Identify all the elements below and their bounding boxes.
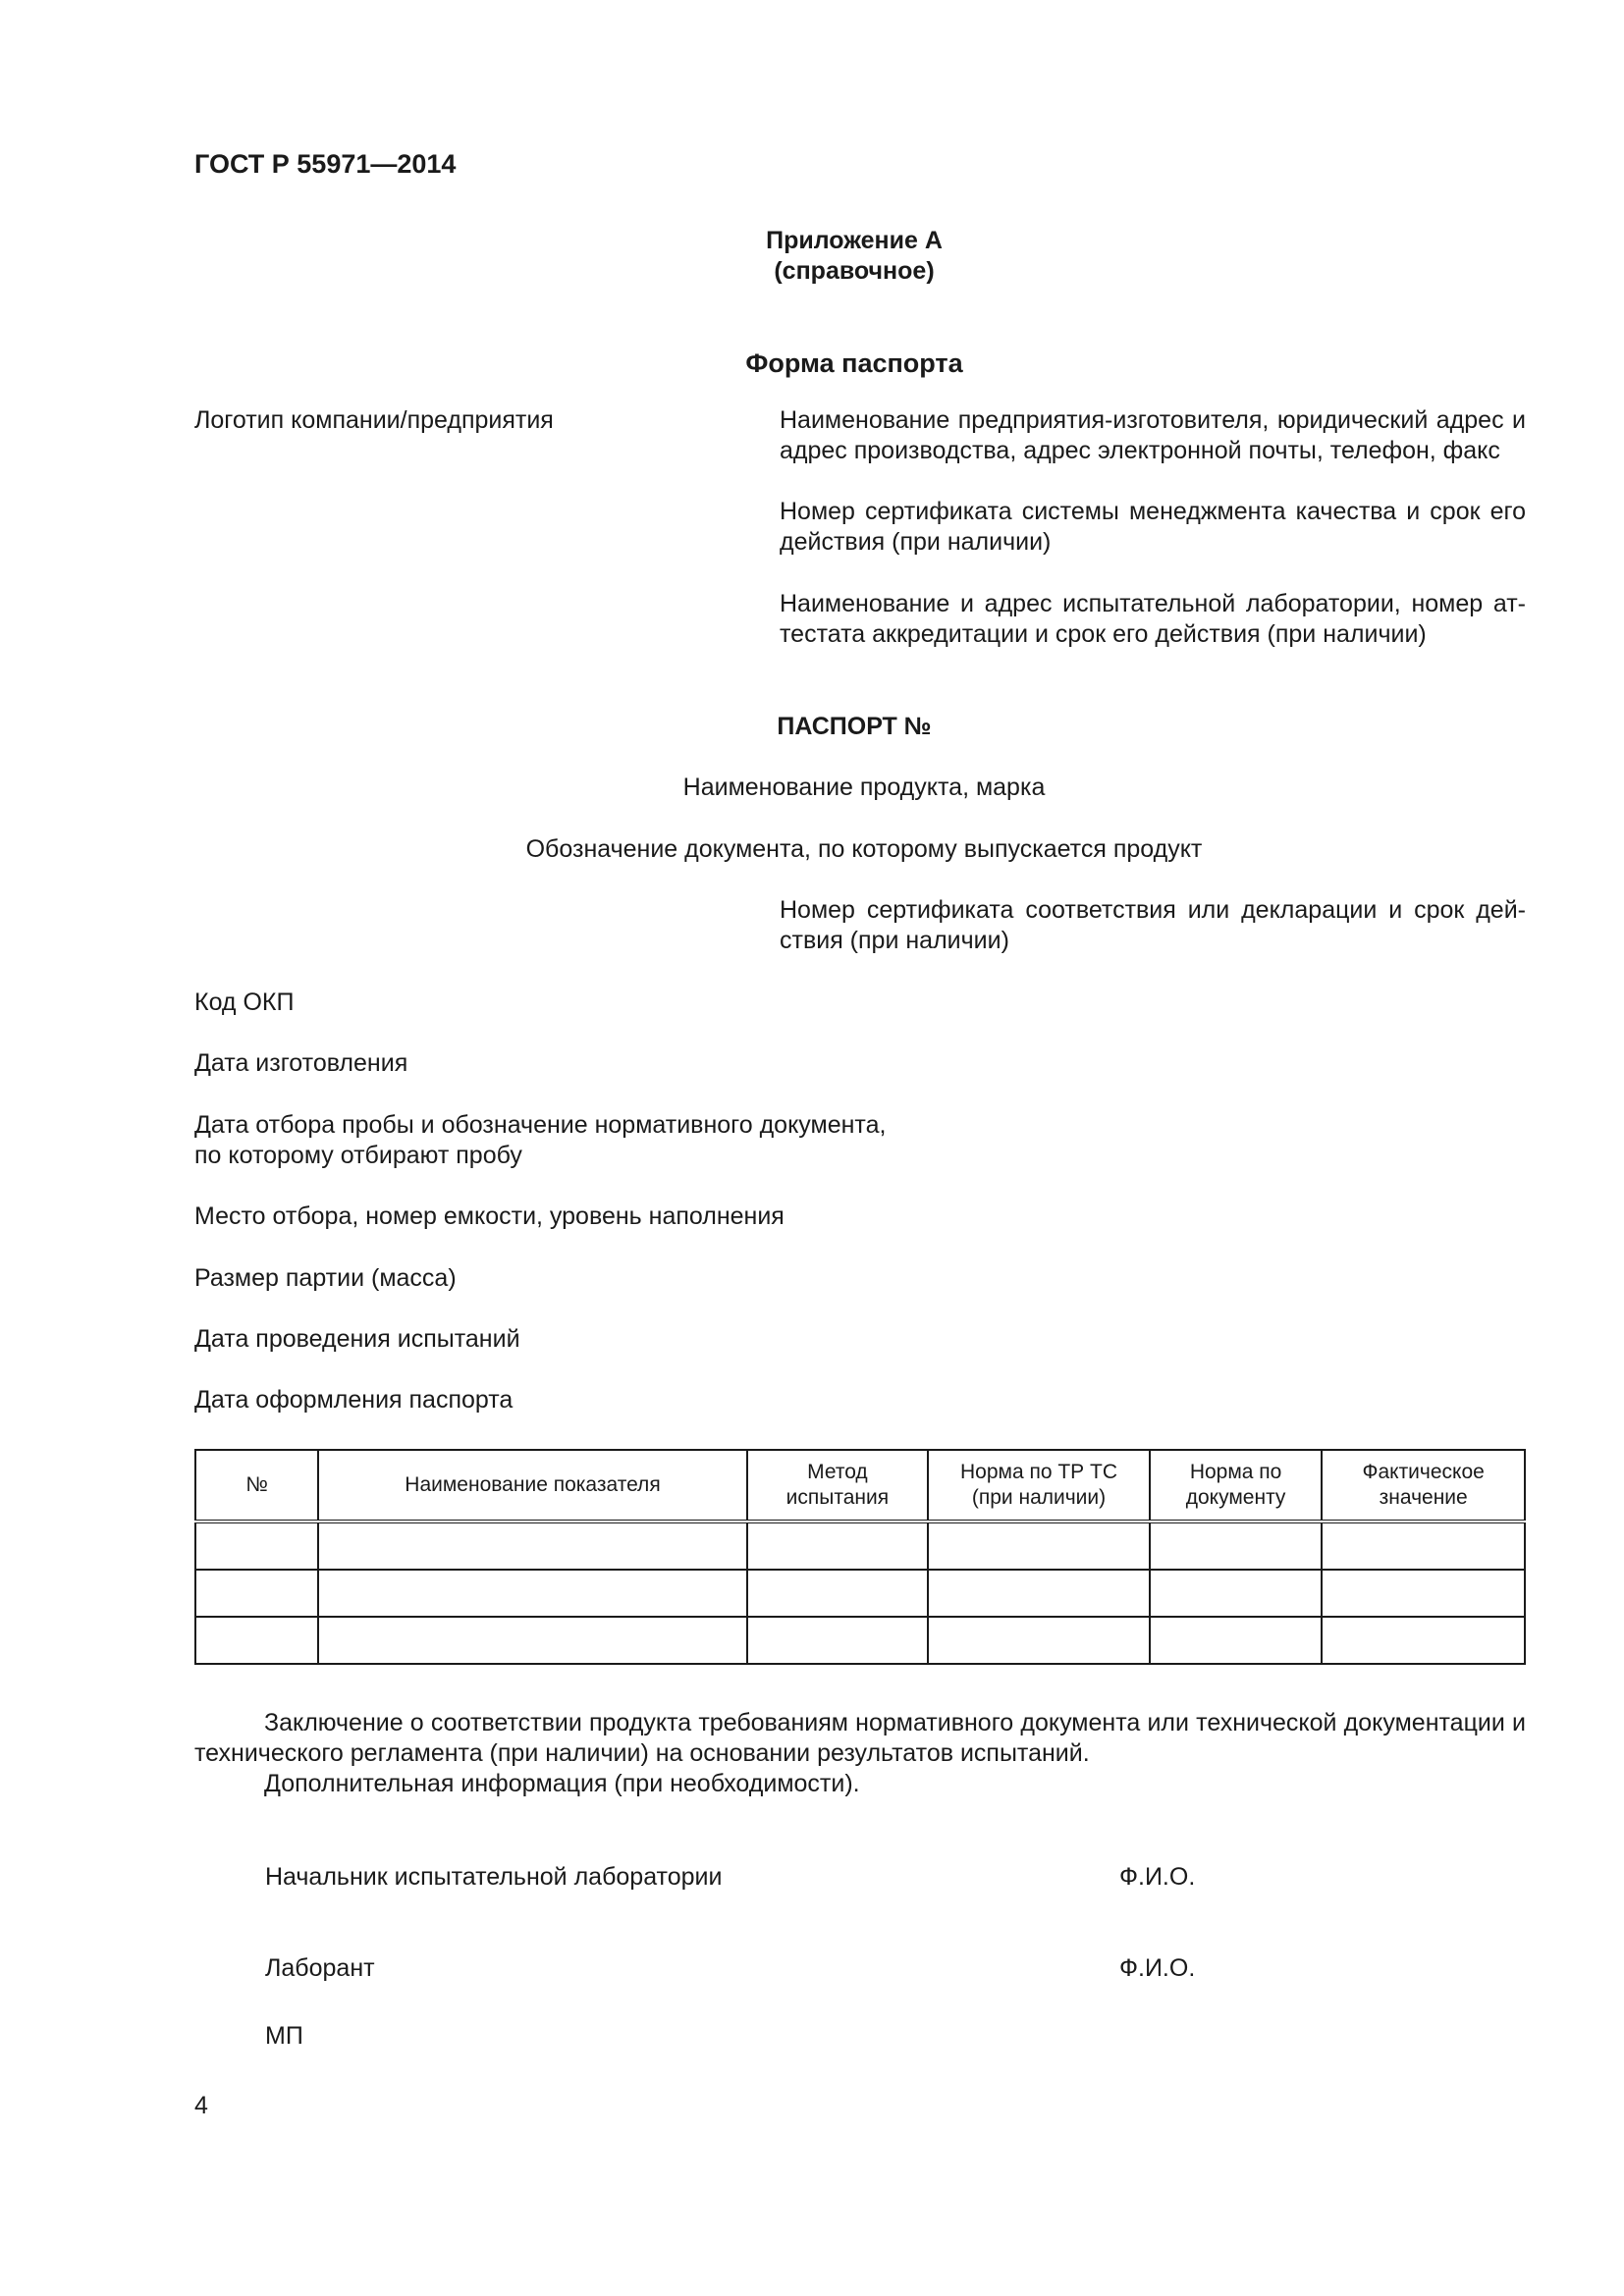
table-cell xyxy=(195,1570,318,1617)
lab-info-line-2: тестата аккредитации и срок его действия (при наличии) xyxy=(780,620,1427,648)
col-indicator-header: Наименование показателя xyxy=(318,1450,746,1522)
conformity-line-2: ствия (при наличии) xyxy=(780,927,1009,954)
sampling-line-2: по которому отбирают пробу xyxy=(194,1142,522,1169)
conclusion-paragraph: Заключение о соответствии продукта требованиям нормативного документа или технической документации и технического регламента (при наличии) на основании результатов испытаний. xyxy=(194,1709,1526,1767)
col-number-header: № xyxy=(195,1450,318,1522)
sampling-line-1: Дата отбора пробы и обозначение нормативного документа, xyxy=(194,1111,887,1139)
table-cell xyxy=(747,1522,929,1570)
col-doc-norm-header xyxy=(1150,1450,1323,1522)
document-header: ГОСТ Р 55971—2014 xyxy=(194,149,457,179)
table-cell xyxy=(318,1570,746,1617)
lab-info-line-1: Наименование и адрес испытательной лаборатории, номер ат- xyxy=(780,590,1526,617)
table-cell xyxy=(318,1522,746,1570)
okp-code-field: Код ОКП xyxy=(194,988,295,1016)
col-doc-norm-header-line-2: документу xyxy=(1185,1486,1286,1509)
lab-head-label: Начальник испытательной лаборатории xyxy=(265,1863,723,1891)
table-row xyxy=(195,1570,1525,1617)
col-method-header-line-1: Метод xyxy=(807,1461,868,1483)
passport-title: ПАСПОРТ № xyxy=(777,713,932,740)
batch-size-field: Размер партии (масса) xyxy=(194,1264,457,1292)
stamp-label: МП xyxy=(265,2022,303,2050)
col-method-header-line-2: испытания xyxy=(785,1486,890,1509)
table-cell xyxy=(1150,1617,1323,1664)
test-date-field: Дата проведения испытаний xyxy=(194,1325,520,1353)
table-cell xyxy=(1150,1570,1323,1617)
table-row xyxy=(195,1522,1525,1570)
lab-assistant-name: Ф.И.О. xyxy=(1119,1954,1196,1982)
table-cell xyxy=(195,1617,318,1664)
manufacture-date-field: Дата изготовления xyxy=(194,1049,408,1077)
table-cell xyxy=(318,1617,746,1664)
table-cell xyxy=(747,1617,929,1664)
product-name-field: Наименование продукта, марка xyxy=(682,774,1046,801)
test-results-table xyxy=(194,1449,1526,1665)
table-cell xyxy=(747,1570,929,1617)
sampling-info-field xyxy=(194,1110,886,1171)
conformity-line-1: Номер сертификата соответствия или декларации и срок дей- xyxy=(780,896,1526,924)
col-method-header xyxy=(747,1450,929,1522)
table-cell xyxy=(1150,1522,1323,1570)
table-cell xyxy=(1322,1522,1525,1570)
document-designation-field: Обозначение документа, по которому выпускается продукт xyxy=(525,835,1203,863)
table-header-row xyxy=(195,1450,1525,1522)
table-cell xyxy=(195,1522,318,1570)
annex-title: Приложение А xyxy=(766,227,943,254)
table-cell xyxy=(928,1617,1150,1664)
col-tr-ts-header-line-1: Норма по ТР ТС xyxy=(959,1461,1118,1483)
col-doc-norm-header-line-1: Норма по xyxy=(1189,1461,1282,1483)
manufacturer-info: Наименование предприятия-изготовителя, юридический адрес и адрес производства, адрес электронной почты, телефон, факс xyxy=(780,406,1526,464)
passport-date-field: Дата оформления паспорта xyxy=(194,1386,514,1414)
lab-info xyxy=(780,589,1526,650)
col-actual-header-line-1: Фактическое xyxy=(1362,1461,1485,1483)
form-title: Форма паспорта xyxy=(745,348,963,378)
company-logo-label: Логотип компании/предприятия xyxy=(194,406,554,434)
col-tr-ts-norm-header xyxy=(928,1450,1150,1522)
annex-type: (справочное) xyxy=(774,257,935,285)
table-cell xyxy=(1322,1570,1525,1617)
page-number: 4 xyxy=(194,2092,208,2119)
table-cell xyxy=(928,1522,1150,1570)
table-cell xyxy=(1322,1617,1525,1664)
conformity-certificate-info xyxy=(780,895,1526,956)
col-actual-header-line-2: значение xyxy=(1379,1486,1468,1509)
lab-assistant-label: Лаборант xyxy=(265,1954,375,1982)
col-tr-ts-header-line-2: (при наличии) xyxy=(971,1486,1107,1509)
additional-info-paragraph: Дополнительная информация (при необходимости). xyxy=(264,1770,860,1797)
qms-certificate-info: Номер сертификата системы менеджмента качества и срок его действия (при наличии) xyxy=(780,498,1526,556)
lab-head-name: Ф.И.О. xyxy=(1119,1863,1196,1891)
table-row xyxy=(195,1617,1525,1664)
table-cell xyxy=(928,1570,1150,1617)
col-actual-value-header xyxy=(1322,1450,1525,1522)
sampling-place-field: Место отбора, номер емкости, уровень наполнения xyxy=(194,1202,785,1230)
